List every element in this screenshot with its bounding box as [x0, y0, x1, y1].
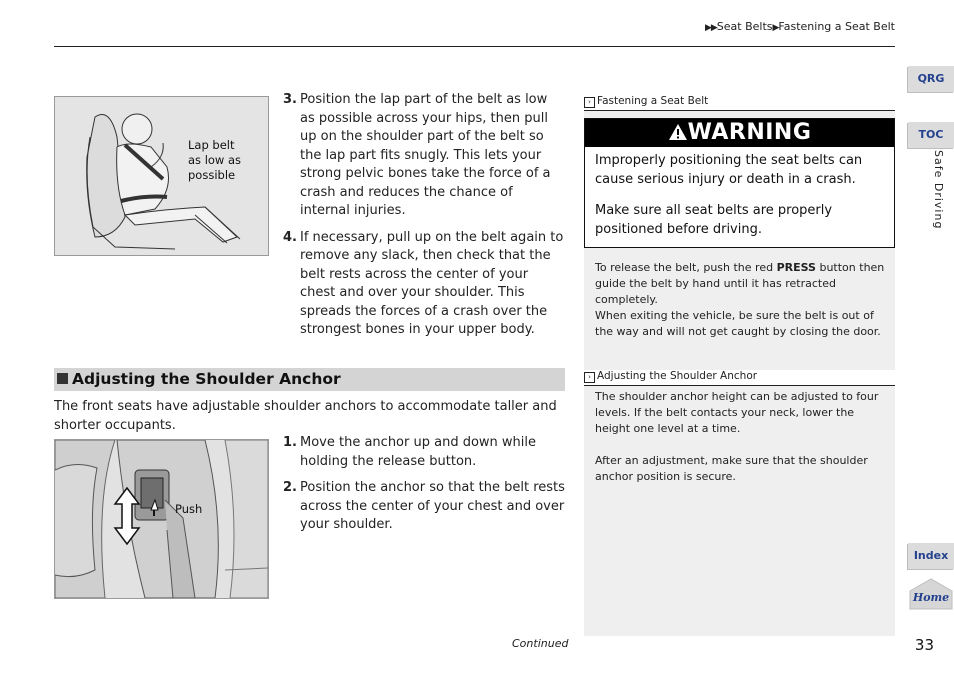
push-label: Push	[175, 502, 203, 516]
warning-title: WARNING	[585, 119, 894, 147]
step-item: 3. Position the lap part of the belt as low as possible across your hips, then pull up on the shoulder part of the belt so the lap part fits snugly. This lets your strong pelvic bones take the force of a crash and reduces the chance of internal injuries.	[283, 92, 551, 218]
reference-icon: ›	[584, 372, 595, 383]
warning-box	[584, 118, 895, 248]
warning-triangle-icon	[668, 123, 688, 141]
fastening-steps	[283, 91, 565, 348]
anchor-note: The shoulder anchor height can be adjusted to four levels. If the belt contacts your neck, lower the height one level at a time. After an adjustment, make sure that the shoulder anchor position is secure.	[595, 390, 879, 483]
step-item: 2. Position the anchor so that the belt rests across the center of your chest and over your shoulder.	[283, 480, 565, 532]
home-button[interactable]	[908, 578, 954, 610]
breadcrumb-page: Fastening a Seat Belt	[778, 20, 895, 33]
warning-text: Improperly positioning the seat belts can cause serious injury or death in a crash.	[595, 153, 863, 187]
press-button-label: PRESS	[776, 261, 816, 274]
step-item: 1. Move the anchor up and down while holding the release button.	[283, 435, 536, 469]
chapter-side-label: Safe Driving	[932, 150, 945, 230]
warning-text: Make sure all seat belts are properly positioned before driving.	[595, 203, 833, 237]
sidebar-heading-fastening: › Fastening a Seat Belt	[584, 95, 895, 111]
section-intro: The front seats have adjustable shoulder anchors to accommodate taller and shorter occupants.	[54, 399, 557, 433]
sidebar-heading-anchor: › Adjusting the Shoulder Anchor	[584, 370, 895, 386]
breadcrumb-arrow-icon: ▶▶	[704, 23, 717, 33]
anchor-steps	[283, 434, 565, 543]
section-heading: Adjusting the Shoulder Anchor	[54, 368, 565, 391]
exit-note: When exiting the vehicle, be sure the belt is out of the way and will not get caught by closing the door.	[595, 309, 881, 338]
heading-square-icon	[57, 373, 68, 384]
breadcrumb-arrow-icon: ▶	[772, 23, 779, 33]
breadcrumb-section-link[interactable]: Seat Belts	[716, 20, 773, 33]
shoulder-anchor-illustration	[54, 439, 269, 599]
toc-tab[interactable]: TOC	[908, 122, 954, 148]
continued-label: Continued	[512, 637, 569, 650]
lap-belt-illustration	[54, 96, 269, 256]
lap-belt-label: Lap belt as low as possible	[188, 138, 242, 182]
reference-icon: ›	[584, 97, 595, 108]
index-tab[interactable]: Index	[908, 543, 954, 569]
warning-body	[585, 147, 894, 239]
home-label: Home	[912, 591, 950, 604]
page-number: 33	[914, 636, 934, 654]
home-icon	[908, 578, 954, 610]
qrg-tab[interactable]: QRG	[908, 66, 954, 92]
step-item: 4. If necessary, pull up on the belt again to remove any slack, then check that the belt rests across the center of your chest and over your shoulder. This spreads the forces of a crash over the strongest bones in your upper body.	[283, 229, 564, 337]
release-note: To release the belt, push the red PRESS button then guide the belt by hand until it has retracted completely. When exiting the vehicle, be sure the belt is out of the way and will not get caught by closing the door.	[595, 260, 887, 340]
anchor-pillar-illustration	[55, 440, 268, 598]
breadcrumb	[705, 20, 895, 33]
header-divider	[54, 46, 895, 47]
